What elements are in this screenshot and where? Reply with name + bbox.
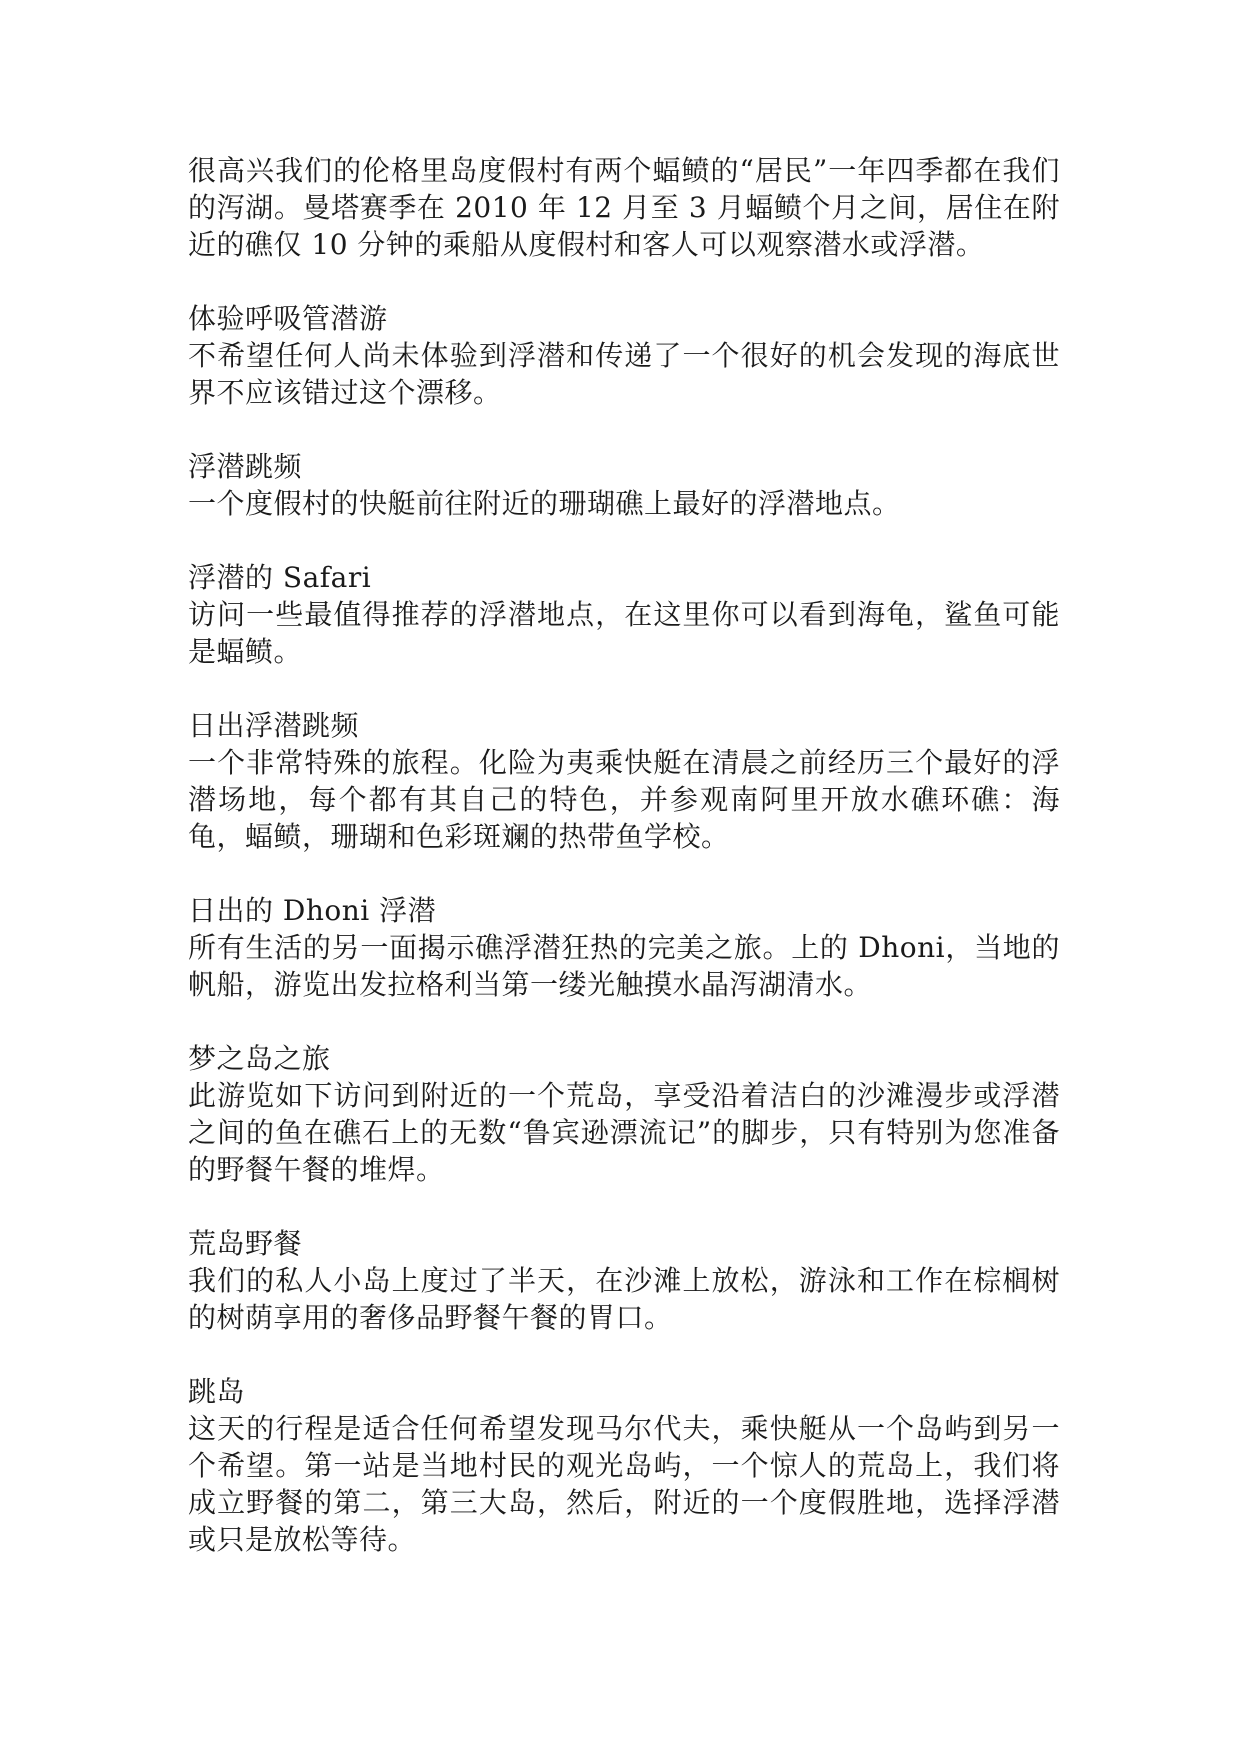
section-title: 日出浮潜跳频 — [188, 709, 360, 742]
section-snorkel-safari — [188, 559, 1060, 670]
section-body: 一个度假村的快艇前往附近的珊瑚礁上最好的浮潜地点。 — [188, 487, 901, 520]
section-desert-island-picnic — [188, 1225, 1060, 1336]
section-snorkel-hopping — [188, 448, 1060, 522]
section-sunrise-dhoni-snorkel — [188, 892, 1060, 1003]
intro-paragraph: 很高兴我们的伦格里岛度假村有两个蝠鲼的“居民”一年四季都在我们的泻湖。曼塔赛季在 2010 年 12 月至 3 月蝠鲼个月之间，居住在附近的礁仅 10 分钟的乘船从度假村和客人可以观察潜水或浮潜。 — [188, 154, 1060, 261]
section-title: 浮潜的 Safari — [188, 561, 372, 594]
section-title: 荒岛野餐 — [188, 1227, 303, 1260]
section-title: 浮潜跳频 — [188, 450, 303, 483]
document-page — [188, 152, 1060, 1595]
section-body: 此游览如下访问到附近的一个荒岛，享受沿着洁白的沙滩漫步或浮潜之间的鱼在礁石上的无数“鲁宾逊漂流记”的脚步，只有特别为您准备的野餐午餐的堆焊。 — [188, 1079, 1060, 1186]
section-body: 这天的行程是适合任何希望发现马尔代夫，乘快艇从一个岛屿到另一个希望。第一站是当地村民的观光岛屿，一个惊人的荒岛上，我们将成立野餐的第二，第三大岛，然后，附近的一个度假胜地，选择浮潜或只是放松等待。 — [188, 1412, 1060, 1556]
section-island-hopping — [188, 1373, 1060, 1558]
section-title: 体验呼吸管潜游 — [188, 302, 388, 335]
section-body: 一个非常特殊的旅程。化险为夷乘快艇在清晨之前经历三个最好的浮潜场地，每个都有其自己的特色，并参观南阿里开放水礁环礁：海龟，蝠鲼，珊瑚和色彩斑斓的热带鱼学校。 — [188, 746, 1060, 853]
section-dream-island-tour — [188, 1040, 1060, 1188]
section-body: 所有生活的另一面揭示礁浮潜狂热的完美之旅。上的 Dhoni，当地的帆船，游览出发拉格利当第一缕光触摸水晶泻湖清水。 — [188, 931, 1060, 1001]
section-body: 我们的私人小岛上度过了半天，在沙滩上放松，游泳和工作在棕榈树的树荫享用的奢侈品野餐午餐的胃口。 — [188, 1264, 1060, 1334]
section-body: 不希望任何人尚未体验到浮潜和传递了一个很好的机会发现的海底世界不应该错过这个漂移。 — [188, 339, 1060, 409]
section-title: 梦之岛之旅 — [188, 1042, 331, 1075]
section-title: 日出的 Dhoni 浮潜 — [188, 894, 437, 927]
section-snorkel-experience — [188, 300, 1060, 411]
section-title: 跳岛 — [188, 1375, 246, 1408]
section-body: 访问一些最值得推荐的浮潜地点，在这里你可以看到海龟，鲨鱼可能是蝠鲼。 — [188, 598, 1060, 668]
section-sunrise-snorkel-hopping — [188, 707, 1060, 855]
